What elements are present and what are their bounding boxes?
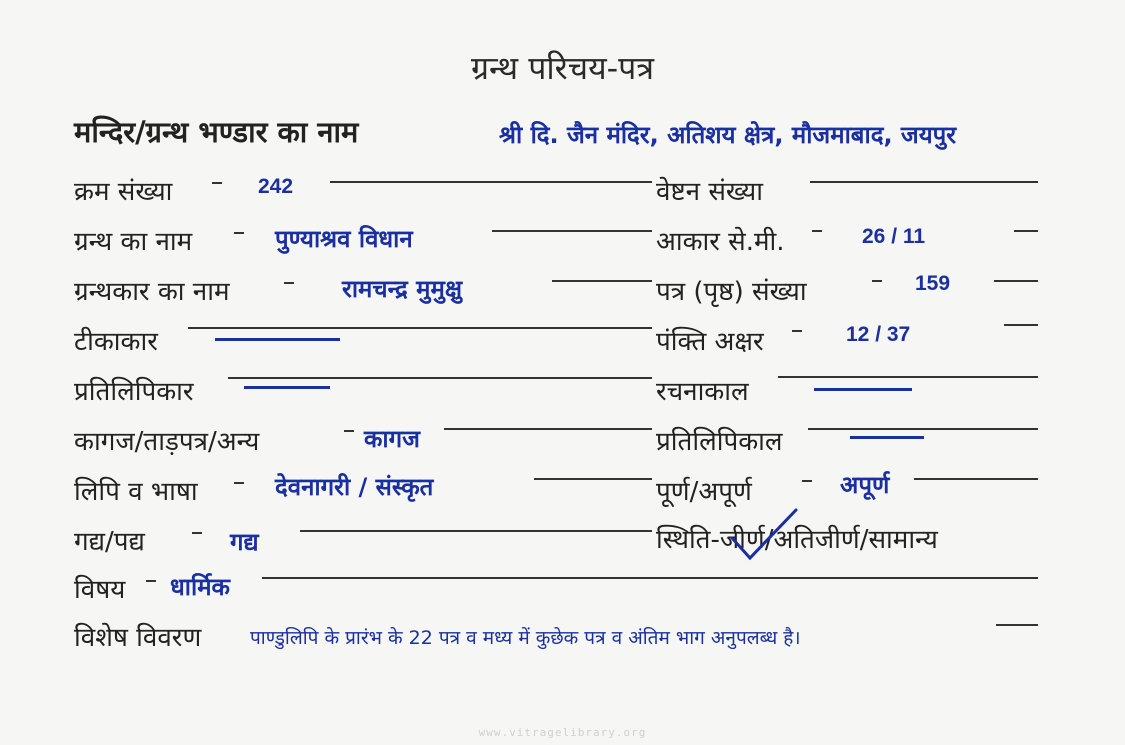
condition-label: स्थिति-जीर्ण/अतिजीर्ण/सामान्य xyxy=(656,525,938,555)
checkmark-icon xyxy=(728,506,808,566)
separator-dash xyxy=(792,330,802,332)
separator-dash xyxy=(212,182,222,184)
subject-value: धार्मिक xyxy=(170,573,230,601)
fill-line xyxy=(262,577,1038,579)
script-language-value: देवनागरी / संस्कृत xyxy=(275,473,434,501)
separator-dash xyxy=(344,430,354,432)
separator-dash xyxy=(146,580,156,582)
page-count-value: 159 xyxy=(915,272,951,295)
ink-blank-line xyxy=(814,388,912,391)
completeness-label: पूर्ण/अपूर्ण xyxy=(656,477,752,507)
temple-name-value: श्री दि. जैन मंदिर, अतिशय क्षेत्र, मौजमाबाद, जयपुर xyxy=(499,121,957,149)
temple-name-label: मन्दिर/ग्रन्थ भण्डार का नाम xyxy=(74,115,359,149)
composition-period-label: रचनाकाल xyxy=(656,377,749,407)
watermark: www.vitragelibrary.org xyxy=(478,726,647,739)
fill-line xyxy=(996,624,1038,626)
book-title-value: पुण्याश्रव विधान xyxy=(275,225,413,253)
size-value: 26 / 11 xyxy=(862,225,926,248)
separator-dash xyxy=(192,532,202,534)
ink-blank-line xyxy=(850,436,924,439)
remarks-label: विशेष विवरण xyxy=(74,623,202,653)
fill-line xyxy=(188,327,652,329)
fill-line xyxy=(808,428,1038,430)
copyist-label: प्रतिलिपिकार xyxy=(74,377,194,407)
fill-line xyxy=(552,280,652,282)
serial-number-value: 242 xyxy=(258,175,294,198)
fill-line xyxy=(300,530,652,532)
separator-dash xyxy=(812,230,822,232)
separator-dash xyxy=(234,482,244,484)
serial-number-label: क्रम संख्या xyxy=(74,177,173,207)
fill-line xyxy=(492,230,652,232)
fill-line xyxy=(444,428,652,430)
copy-period-label: प्रतिलिपिकाल xyxy=(656,427,783,457)
book-title-label: ग्रन्थ का नाम xyxy=(74,227,193,257)
fill-line xyxy=(994,280,1038,282)
commentator-label: टीकाकार xyxy=(74,327,158,357)
author-label: ग्रन्थकार का नाम xyxy=(74,277,230,307)
separator-dash xyxy=(284,282,294,284)
line-letters-label: पंक्ति अक्षर xyxy=(656,327,764,357)
fill-line xyxy=(534,478,652,480)
fill-line xyxy=(778,376,1038,378)
remarks-value: पाण्डुलिपि के प्रारंभ के 22 पत्र व मध्य में कुछेक पत्र व अंतिम भाग अनुपलब्ध है। xyxy=(250,627,801,649)
fill-line xyxy=(228,377,652,379)
author-value: रामचन्द्र मुमुक्षु xyxy=(342,275,463,303)
bundle-number-label: वेष्टन संख्या xyxy=(656,177,763,207)
separator-dash xyxy=(234,232,244,234)
fill-line xyxy=(1014,230,1038,232)
ink-blank-line xyxy=(215,338,340,341)
separator-dash xyxy=(802,480,812,482)
separator-dash xyxy=(872,280,882,282)
temple-name-row xyxy=(74,112,1104,152)
material-label: कागज/ताड़पत्र/अन्य xyxy=(74,427,260,457)
size-label: आकार से.मी. xyxy=(656,227,785,257)
completeness-value: अपूर्ण xyxy=(840,471,890,499)
fill-line xyxy=(914,478,1038,480)
prose-verse-value: गद्य xyxy=(230,528,259,556)
fill-line xyxy=(330,181,652,183)
script-language-label: लिपि व भाषा xyxy=(74,477,198,507)
material-value: कागज xyxy=(364,425,420,453)
prose-verse-label: गद्य/पद्य xyxy=(74,527,145,557)
page-count-label: पत्र (पृष्ठ) संख्या xyxy=(656,277,807,307)
ink-blank-line xyxy=(244,386,330,389)
fill-line xyxy=(1004,324,1038,326)
card-title: ग्रन्थ परिचय-पत्र xyxy=(470,49,655,87)
subject-label: विषय xyxy=(74,575,126,605)
line-letters-value: 12 / 37 xyxy=(846,323,911,346)
fill-line xyxy=(810,181,1038,183)
